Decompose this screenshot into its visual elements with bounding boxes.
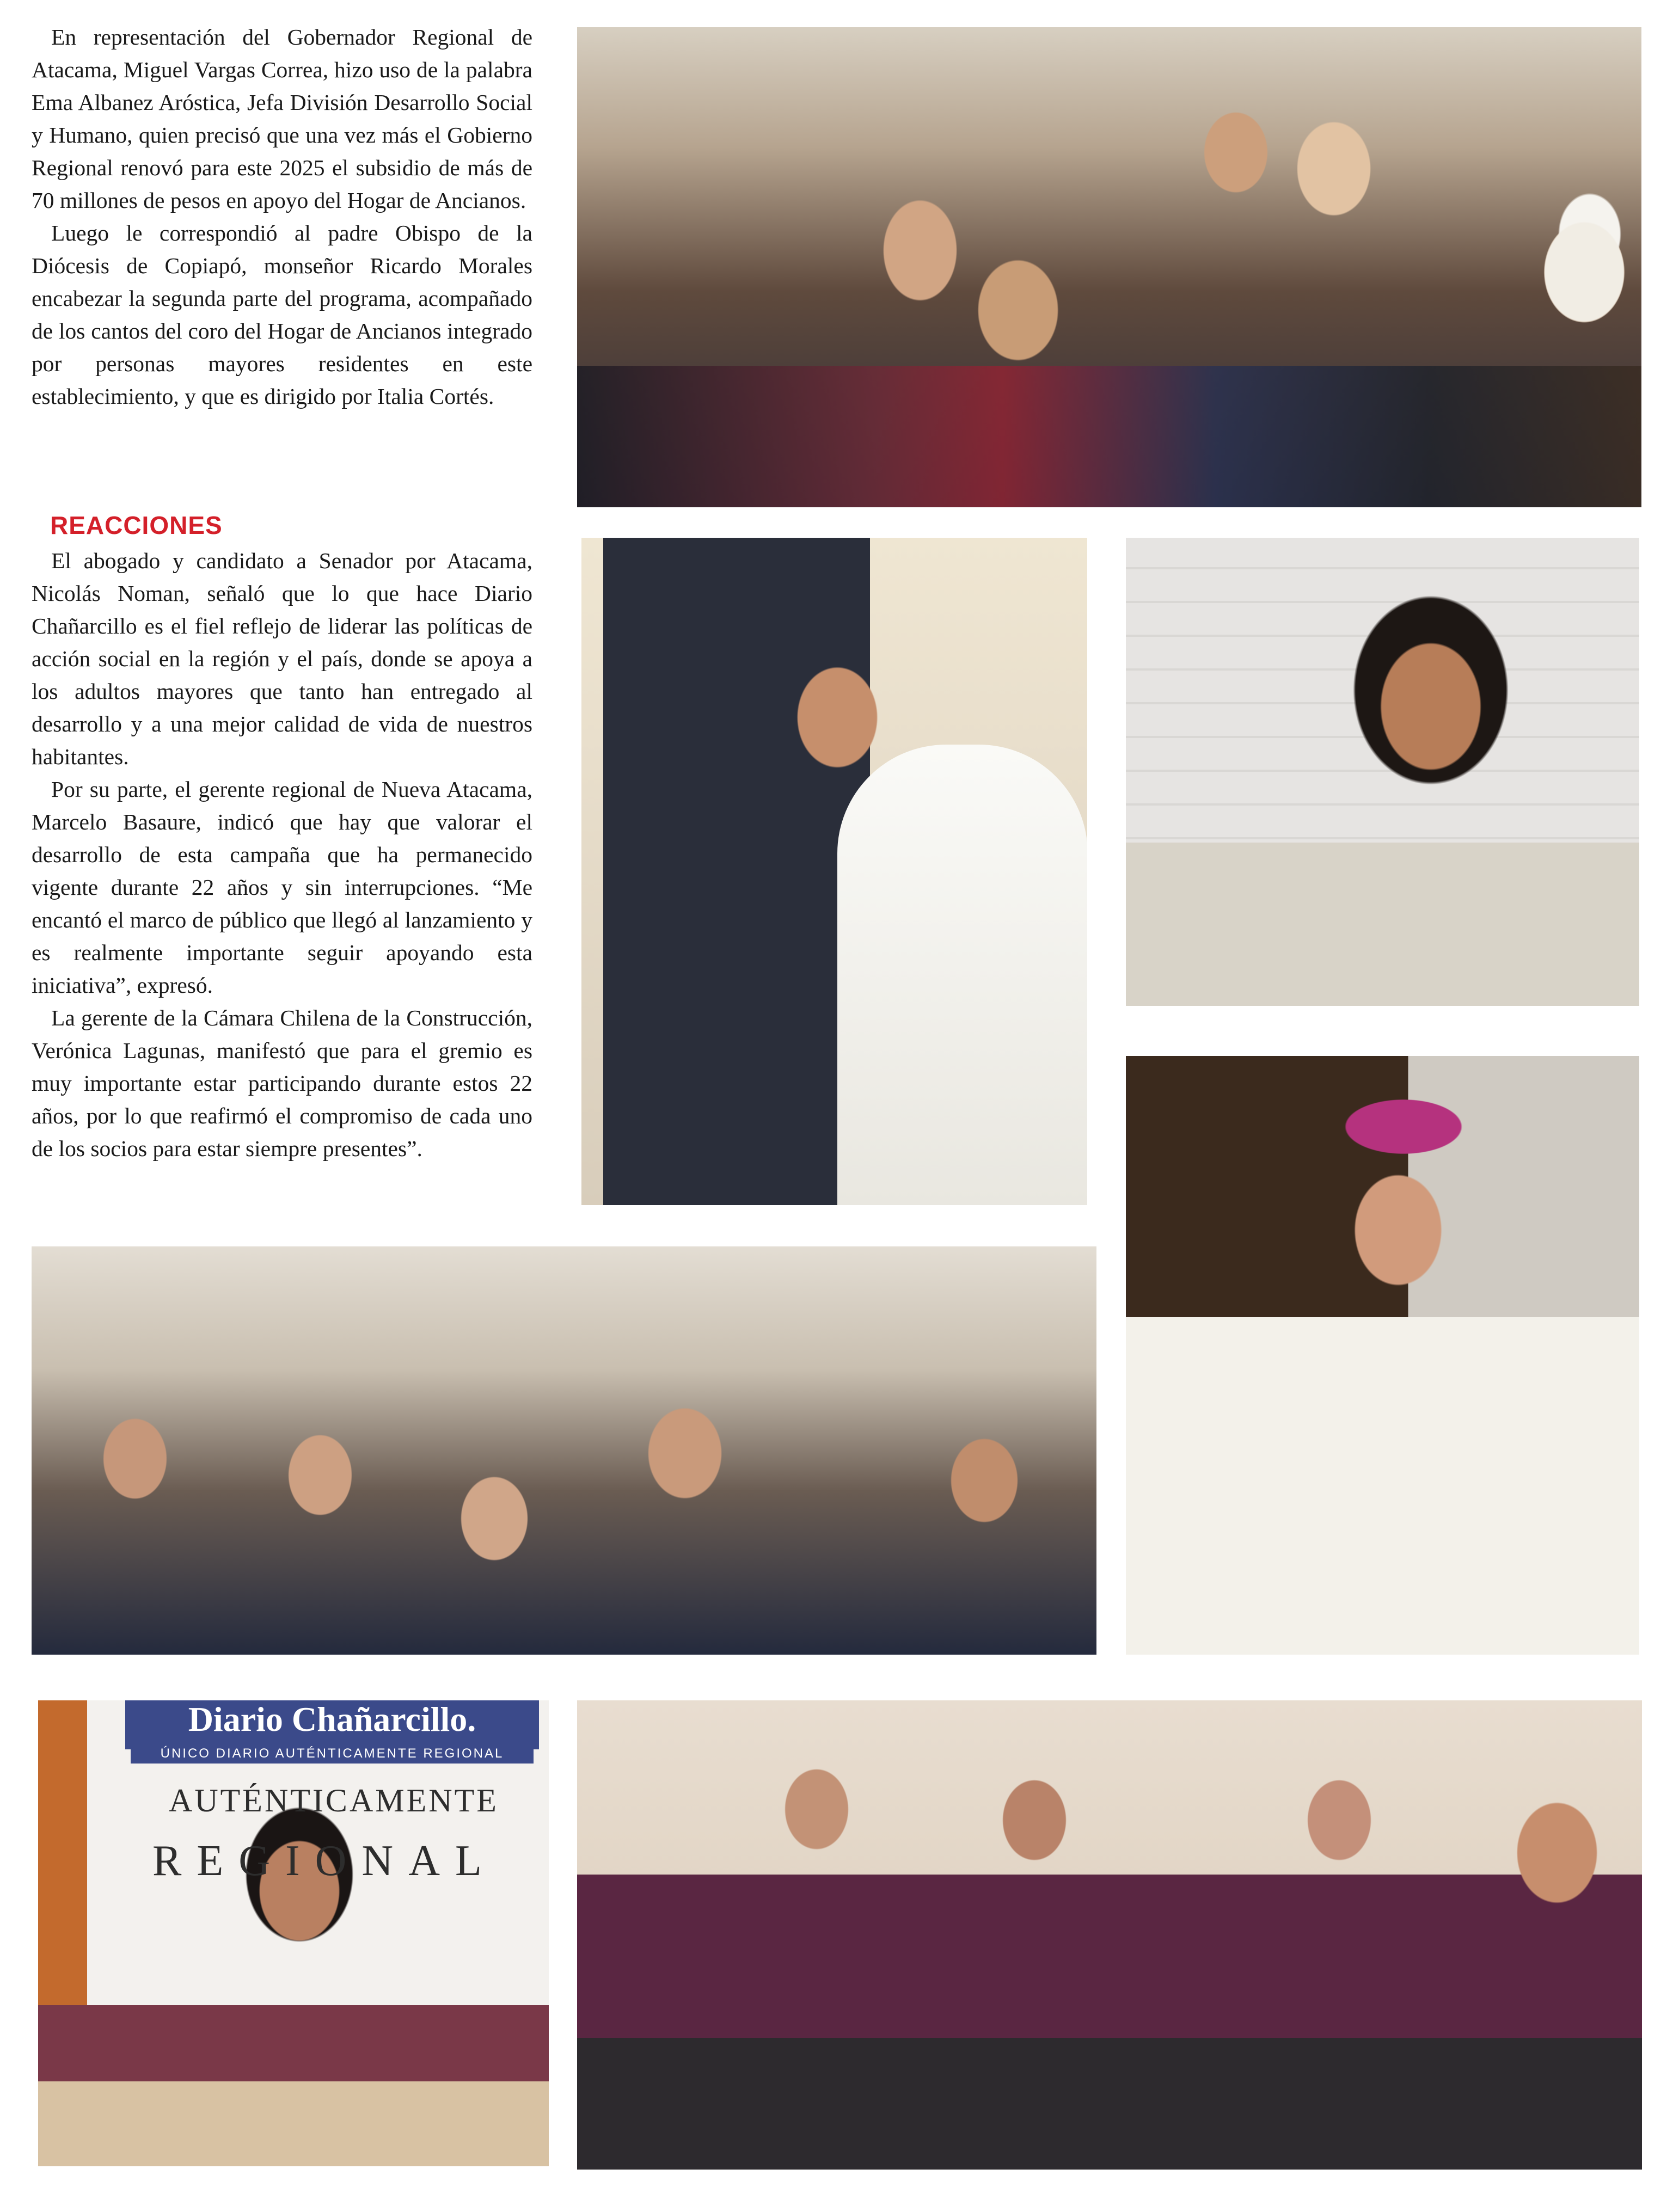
photo-speaker-podium (38, 1700, 549, 2166)
section-heading: REACCIONES (50, 511, 223, 539)
article-paragraph: Por su parte, el gerente regional de Nueva Atacama, Marcelo Basaure, indicó que hay que valorar el desarrollo de esta campaña que ha permanecido vigente durante 22 años y sin interrupciones. “Me encantó el marco de público que llegó al lanzamiento y es realmente importante seguir apoyando esta iniciativa”, expresó. (32, 777, 532, 998)
photo-audience-pews (577, 27, 1641, 507)
article-paragraph: En representación del Gobernador Regional de Atacama, Miguel Vargas Correa, hizo uso de la palabra Ema Albanez Aróstica, Jefa División Desarrollo Social y Humano, quien precisó que una vez más el Gobierno Regional renovó para este 2025 el subsidio de más de 70 millones de pesos en apoyo del Hogar de Ancianos. (32, 24, 532, 213)
photo-choir (577, 1700, 1642, 2170)
article-paragraph: Luego le correspondió al padre Obispo de la Diócesis de Copiapó, monseñor Ricardo Morales encabezar la segunda parte del programa, acompañado de los cantos del coro del Hogar de Ancianos integrado por personas mayores residentes en este establecimiento, y que es dirigido por Italia Cortés. (32, 220, 532, 409)
banner-subtitle: ÚNICO DIARIO AUTÉNTICAMENTE REGIONAL (131, 1744, 534, 1764)
banner-word: AUTÉNTICAMENTE (169, 1783, 499, 1818)
photo-singer (1126, 538, 1639, 1006)
photo-audience-guests (32, 1246, 1096, 1655)
banner-title: Diario Chañarcillo. (125, 1700, 539, 1749)
article-column-intro (32, 21, 532, 413)
photo-man-with-nun (581, 538, 1087, 1205)
photo-bishop (1126, 1056, 1639, 1655)
banner-word: REGIONAL (152, 1837, 497, 1885)
article-column-reactions (32, 544, 532, 1165)
article-paragraph: El abogado y candidato a Senador por Atacama, Nicolás Noman, señaló que lo que hace Diario Chañarcillo es el fiel reflejo de liderar las políticas de acción social en la región y el país, donde se apoya a los adultos mayores que tanto han entregado al desarrollo y a una mejor calidad de vida de nuestros habitantes. (32, 548, 532, 769)
article-paragraph: La gerente de la Cámara Chilena de la Construcción, Verónica Lagunas, manifestó que para el gremio es muy importante estar participando durante estos 22 años, por lo que reafirmó el compromiso de cada uno de los socios para estar siempre presentes”. (32, 1005, 532, 1161)
